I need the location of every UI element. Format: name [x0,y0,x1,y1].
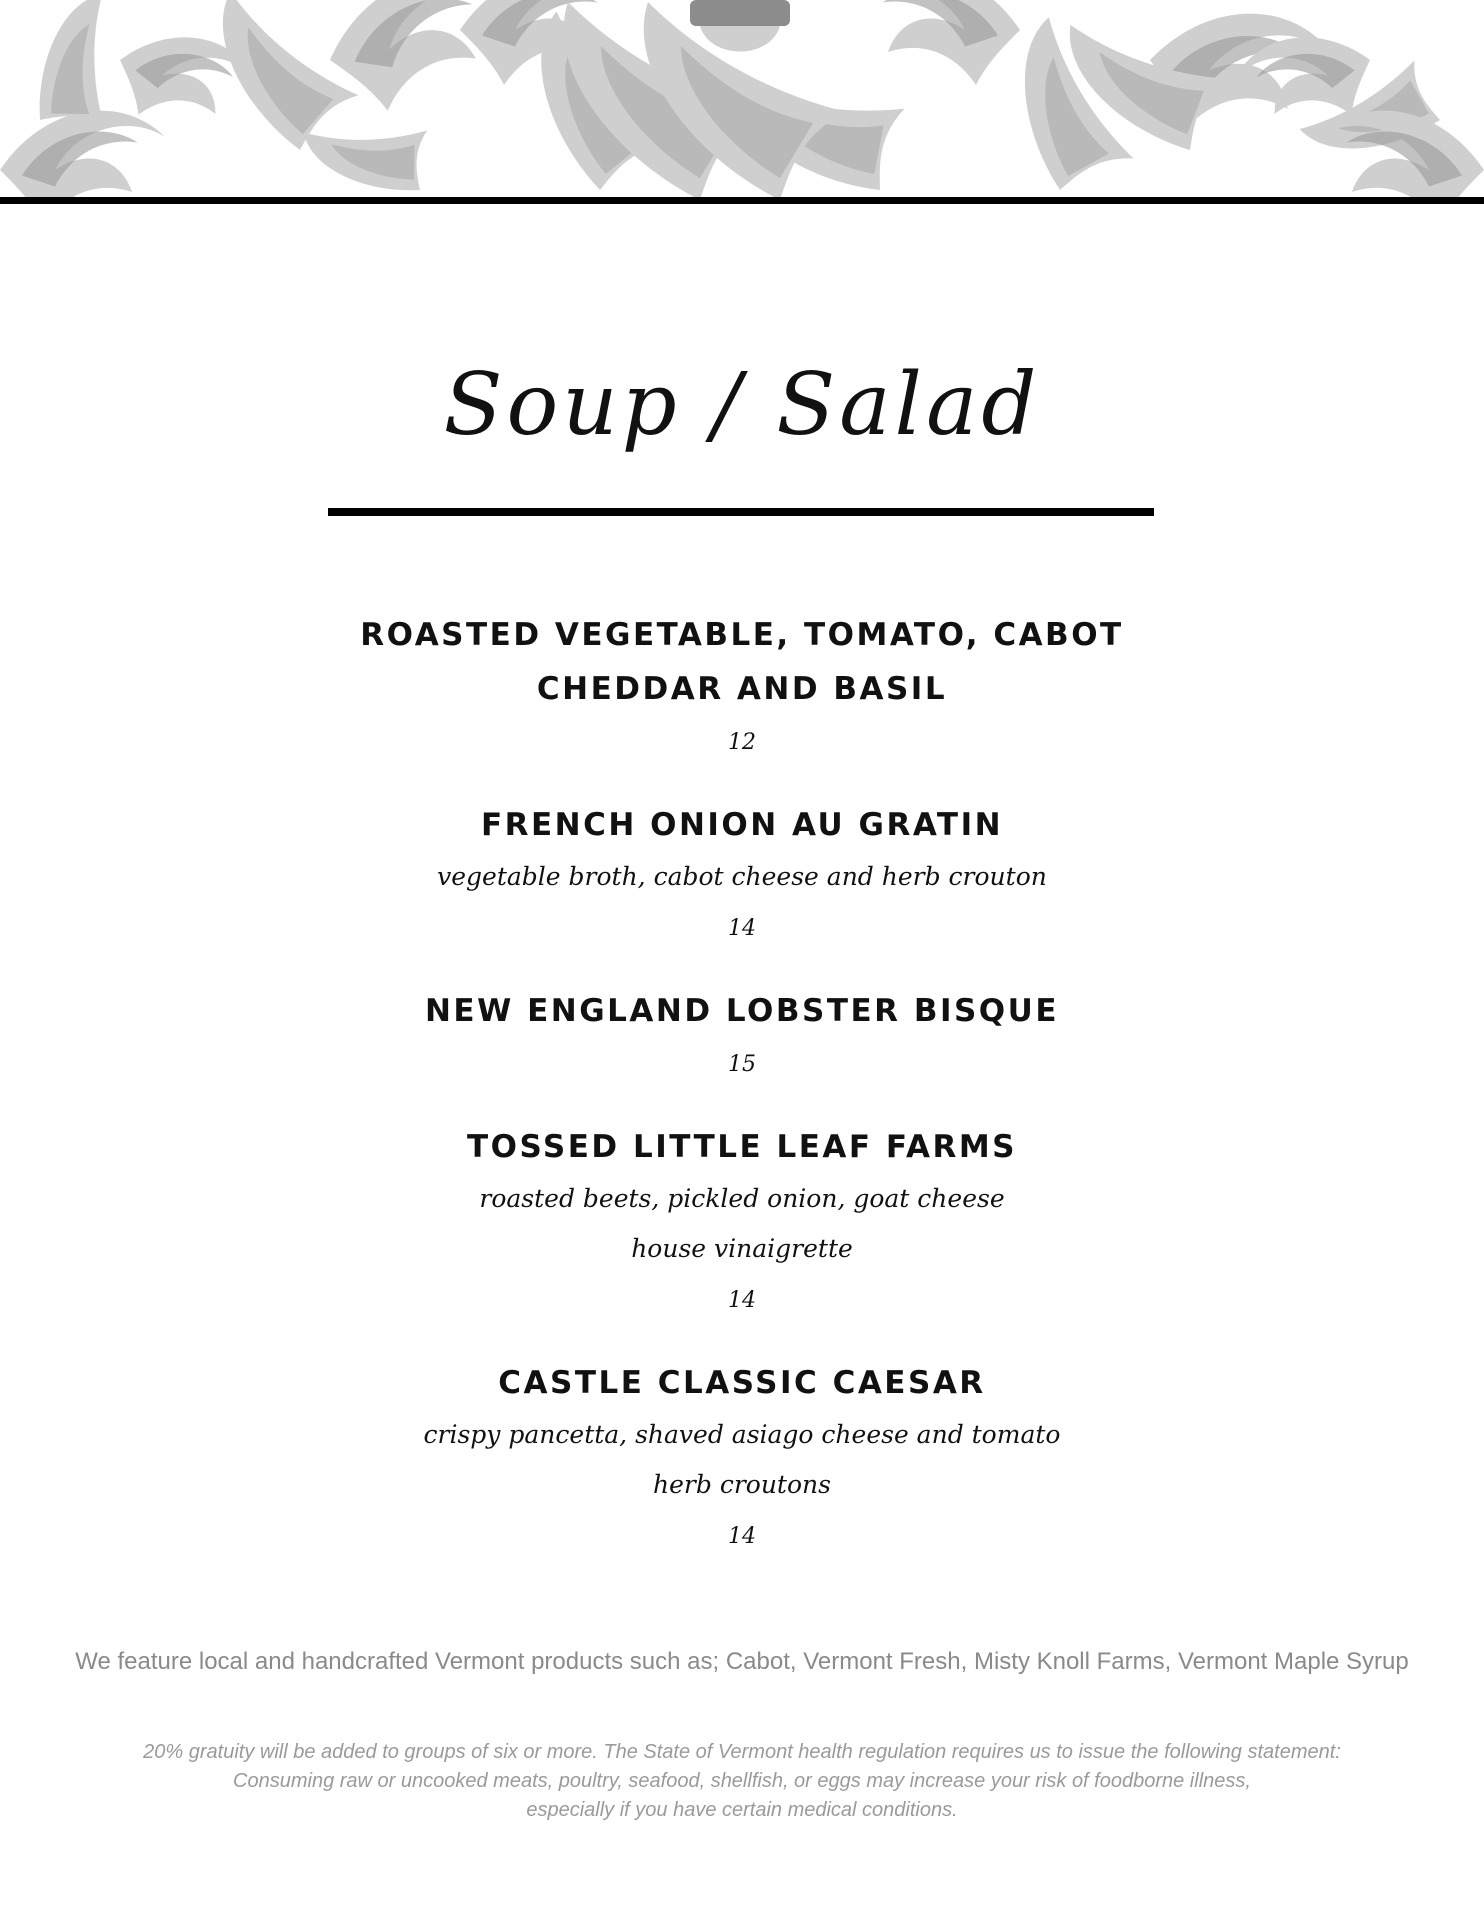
menu-item-name: CASTLE CLASSIC CAESAR [498,1365,986,1401]
damask-banner [0,0,1484,204]
menu-item-name: ROASTED VEGETABLE, TOMATO, CABOT CHEDDAR AND BASIL [360,617,1124,707]
menu-item-name: TOSSED LITTLE LEAF FARMS [466,1129,1018,1165]
menu-item-price: 14 [728,1288,756,1313]
health-disclaimer [0,1738,1484,1825]
menu-item-price: 15 [728,1052,756,1077]
menu-item-description: house vinaigrette [631,1234,853,1263]
menu-item-name: NEW ENGLAND LOBSTER BISQUE [424,993,1060,1029]
menu-item-price: 14 [728,916,756,941]
menu-item [0,1356,1484,1560]
menu-item-description: crispy pancetta, shaved asiago cheese and tomato [423,1420,1061,1449]
menu-item [0,1120,1484,1324]
menu-item [0,984,1484,1088]
menu-item-description: vegetable broth, cabot cheese and herb crouton [437,862,1047,891]
menu-item-description: herb croutons [653,1470,831,1499]
menu-item [0,608,1484,766]
menu-item-price: 14 [728,1524,756,1549]
menu-item-price: 12 [728,730,756,755]
disclaimer-line: 20% gratuity will be added to groups of six or more. The State of Vermont health regulation requires us to issue the following statement: [143,1741,1341,1763]
menu-item-name: FRENCH ONION AU GRATIN [480,807,1004,843]
damask-ornament-pattern [0,0,1484,204]
local-products-note: We feature local and handcrafted Vermont products such as; Cabot, Vermont Fresh, Misty Knoll Farms, Vermont Maple Syrup [75,1648,1409,1675]
title-divider [328,508,1154,516]
disclaimer-line: especially if you have certain medical conditions. [526,1799,958,1821]
disclaimer-line: Consuming raw or uncooked meats, poultry, seafood, shellfish, or eggs may increase your risk of foodborne illness, [233,1770,1251,1792]
menu-list [0,608,1484,1592]
menu-item-description: roasted beets, pickled onion, goat cheese [479,1184,1005,1213]
section-title: Soup / Salad [443,355,1041,455]
menu-item [0,798,1484,952]
